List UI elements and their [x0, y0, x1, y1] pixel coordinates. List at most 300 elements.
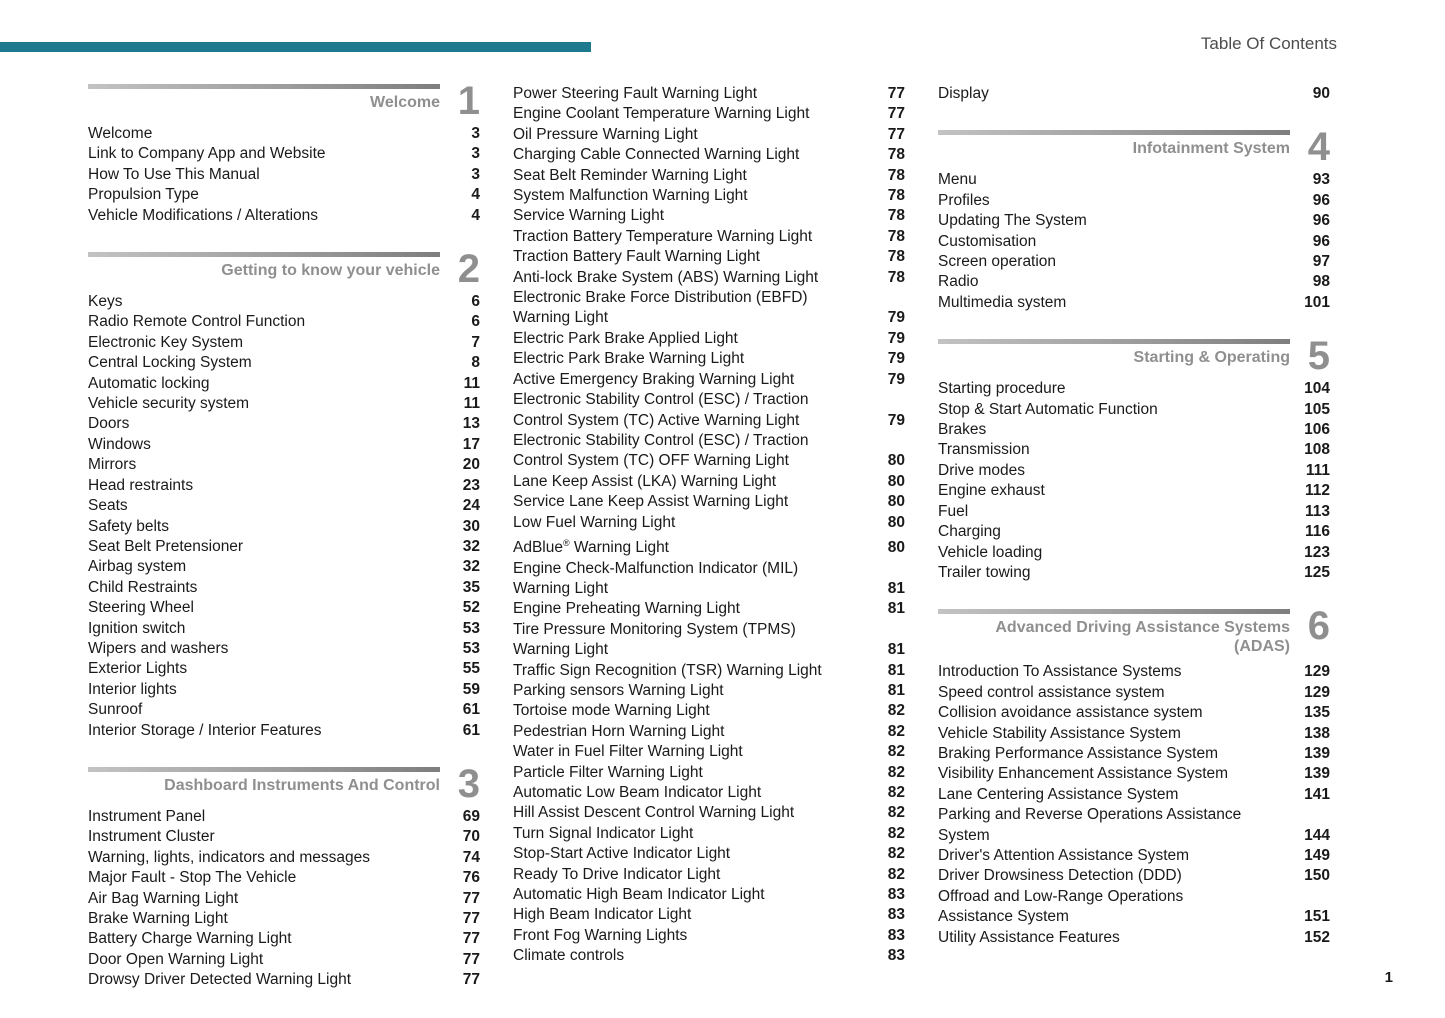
toc-entry-page: 77 [887, 125, 905, 143]
toc-entry [88, 557, 480, 577]
toc-entry [938, 252, 1330, 272]
toc-entry [513, 268, 905, 288]
toc-entry [938, 84, 1330, 104]
toc-entry-page: 77 [462, 930, 480, 948]
toc-entry-label: Warning, lights, indicators and messages [88, 848, 371, 866]
section-header-1 [88, 79, 480, 123]
toc-entry [88, 353, 480, 373]
toc-entry [938, 461, 1330, 481]
toc-entry-label: Electronic Stability Control (ESC) / Traction Control System (TC) OFF Warning Light [513, 431, 809, 470]
toc-entry-page: 129 [1304, 663, 1330, 681]
toc-entry-label: Vehicle loading [938, 543, 1043, 561]
toc-entry-page: 76 [462, 869, 480, 887]
section-title: Getting to know your vehicle [221, 262, 440, 280]
toc-entry [88, 476, 480, 496]
toc-entry [88, 312, 480, 332]
toc-entry [88, 144, 480, 164]
toc-entry-page: 80 [887, 513, 905, 531]
toc-entry [88, 206, 480, 226]
toc-entry-page: 82 [887, 763, 905, 781]
toc-entry [938, 191, 1330, 211]
toc-entry-page: 82 [887, 824, 905, 842]
toc-entry-label: Instrument Cluster [88, 828, 215, 846]
toc-entry-page: 82 [887, 743, 905, 761]
toc-entry-page: 53 [462, 619, 480, 637]
toc-entry-page: 24 [462, 497, 480, 515]
toc-entry-label: Pedestrian Horn Warning Light [513, 722, 725, 740]
toc-entry-page: 78 [887, 146, 905, 164]
toc-entry-label: Engine Coolant Temperature Warning Light [513, 105, 810, 123]
toc-entry [513, 145, 905, 165]
toc-entry [513, 247, 905, 267]
toc-entry [88, 827, 480, 847]
toc-entry-label: Electronic Key System [88, 333, 244, 351]
toc-entry-page: 70 [462, 828, 480, 846]
toc-entry-label: Drive modes [938, 461, 1025, 479]
toc-entry-page: 82 [887, 804, 905, 822]
toc-entry-label: Propulsion Type [88, 186, 199, 204]
toc-entry-page: 79 [887, 329, 905, 347]
section-title: Advanced Driving Assistance Systems (ADAS) [995, 619, 1290, 656]
toc-entry-page: 77 [462, 950, 480, 968]
toc-entry [513, 701, 905, 721]
toc-entry-label: Braking Performance Assistance System [938, 744, 1218, 762]
section-header-3 [88, 761, 480, 806]
toc-entry-page: 152 [1304, 928, 1330, 946]
toc-entry [938, 805, 1330, 846]
toc-entry [938, 846, 1330, 866]
section-number: 5 [1307, 334, 1330, 379]
toc-entry [513, 227, 905, 247]
toc-entry-page: 83 [887, 947, 905, 965]
toc-entry-page: 82 [887, 783, 905, 801]
toc-entry-page: 4 [471, 206, 480, 224]
toc-entry [88, 619, 480, 639]
toc-entry-label: Engine exhaust [938, 482, 1045, 500]
toc-entry-page: 83 [887, 886, 905, 903]
toc-entry [513, 370, 905, 390]
toc-entry-page: 80 [887, 539, 905, 557]
toc-entry-page: 78 [887, 268, 905, 286]
toc-entry-label: Collision avoidance assistance system [938, 704, 1203, 722]
toc-entry-label: Particle Filter Warning Light [513, 763, 703, 781]
toc-entry [938, 744, 1330, 764]
toc-entry [513, 844, 905, 864]
toc-entry-page: 81 [887, 641, 905, 659]
toc-entry-page: 6 [471, 293, 480, 311]
toc-entry [513, 472, 905, 492]
toc-entry-label: Introduction To Assistance Systems [938, 663, 1182, 681]
toc-entry-page: 106 [1304, 421, 1330, 439]
toc-entry [88, 970, 480, 990]
toc-entry-page: 35 [462, 578, 480, 596]
toc-entry-label: Vehicle security system [88, 395, 250, 413]
toc-entry-label: Brake Warning Light [88, 910, 228, 927]
toc-entry-label: Service Warning Light [513, 207, 665, 225]
toc-entry [938, 502, 1330, 522]
toc-entry [513, 824, 905, 844]
toc-entry-label: Speed control assistance system [938, 683, 1165, 701]
toc-entry-label: Sunroof [88, 701, 143, 719]
toc-entry-page: 96 [1312, 212, 1330, 230]
toc-entry-label: Screen operation [938, 253, 1057, 271]
toc-entry-label: Visibility Enhancement Assistance System [938, 765, 1229, 783]
toc-entry [938, 440, 1330, 460]
toc-entry-label: Tire Pressure Monitoring System (TPMS) Warning Light [513, 620, 796, 659]
toc-entry [513, 104, 905, 124]
toc-entry [88, 414, 480, 434]
toc-entry-page: 77 [887, 85, 905, 102]
toc-entry [938, 887, 1330, 928]
toc-entry-label: Lane Centering Assistance System [938, 785, 1179, 803]
toc-entry [88, 889, 480, 909]
section-title: Welcome [370, 94, 440, 111]
toc-entry-label: Exterior Lights [88, 660, 188, 678]
toc-entry-page: 78 [887, 207, 905, 225]
toc-entry-label: Fuel [938, 502, 969, 520]
toc-entry [513, 559, 905, 600]
toc-entry-label: Driver's Attention Assistance System [938, 846, 1190, 864]
toc-entry-label: Active Emergency Braking Warning Light [513, 370, 795, 388]
toc-entry [88, 333, 480, 353]
section-divider-bar [938, 130, 1290, 135]
toc-entry-label: Profiles [938, 191, 990, 209]
toc-entry-label: Climate controls [513, 947, 625, 965]
toc-entry [88, 496, 480, 516]
toc-entry [513, 661, 905, 681]
toc-entry-label: Radio [938, 273, 979, 291]
toc-entry-page: 104 [1304, 380, 1330, 398]
toc-entry [88, 721, 480, 741]
toc-entry-label: Seats [88, 497, 128, 515]
toc-entry-page: 32 [462, 558, 480, 576]
toc-entry-page: 97 [1312, 253, 1330, 271]
toc-entry [88, 639, 480, 659]
toc-entry-page: 61 [462, 721, 480, 739]
section-divider-bar [938, 339, 1290, 344]
toc-entry [938, 400, 1330, 420]
toc-entry [938, 866, 1330, 886]
toc-entry-page: 139 [1304, 744, 1330, 762]
toc-entry-page: 79 [887, 370, 905, 388]
toc-entry-label: Battery Charge Warning Light [88, 930, 292, 948]
toc-entry-page: 3 [471, 125, 480, 142]
toc-entry [938, 563, 1330, 583]
toc-entry-label: Display [938, 85, 989, 102]
toc-entry-page: 7 [471, 333, 480, 351]
toc-column-1 [88, 79, 480, 991]
section-divider-bar [88, 84, 440, 89]
toc-entry [513, 84, 905, 104]
section-header-left [938, 609, 1290, 656]
toc-entry-page: 80 [887, 472, 905, 490]
toc-entry [88, 578, 480, 598]
toc-entry-label: Trailer towing [938, 563, 1031, 581]
toc-entry-page: 116 [1304, 523, 1330, 541]
toc-entry-label: Traction Battery Temperature Warning Light [513, 227, 813, 245]
toc-entry-label: High Beam Indicator Light [513, 906, 692, 924]
toc-entry-label: Stop & Start Automatic Function [938, 400, 1158, 418]
toc-entry-page: 81 [887, 579, 905, 597]
toc-entry [88, 807, 480, 827]
toc-entry [513, 946, 905, 966]
toc-entry-page: 150 [1304, 867, 1330, 885]
toc-entry-page: 3 [471, 165, 480, 183]
section-title: Infotainment System [1132, 140, 1290, 158]
toc-entry [513, 885, 905, 905]
toc-entry-page: 77 [462, 889, 480, 907]
toc-entry-label: Child Restraints [88, 578, 198, 596]
toc-entry-label: Menu [938, 171, 977, 189]
toc-entry [938, 785, 1330, 805]
toc-entry-page: 53 [462, 639, 480, 657]
toc-entry [513, 513, 905, 533]
toc-entry-page: 98 [1312, 273, 1330, 291]
footer-page-number: 1 [1384, 969, 1393, 986]
toc-entry [938, 293, 1330, 313]
toc-entry [938, 683, 1330, 703]
toc-entry-label: Automatic Low Beam Indicator Light [513, 783, 762, 801]
toc-entry-page: 4 [471, 186, 480, 204]
toc-column-3 [938, 84, 1330, 991]
toc-entry-label: Driver Drowsiness Detection (DDD) [938, 867, 1182, 885]
toc-entry-page: 77 [887, 105, 905, 123]
toc-entry [513, 722, 905, 742]
toc-entry [88, 394, 480, 414]
toc-entry [88, 868, 480, 888]
toc-columns [88, 79, 1330, 991]
toc-entry-page: 79 [887, 350, 905, 368]
toc-entry-label: Traffic Sign Recognition (TSR) Warning Light [513, 661, 822, 679]
toc-entry-label: Interior Storage / Interior Features [88, 721, 322, 739]
toc-entry-page: 144 [1304, 826, 1330, 844]
toc-entry-page: 11 [463, 395, 480, 413]
toc-entry-label: Front Fog Warning Lights [513, 926, 688, 944]
toc-entry-label: Welcome [88, 125, 153, 142]
toc-entry-page: 61 [462, 701, 480, 719]
toc-entry-page: 101 [1304, 293, 1330, 311]
page-header-title: Table Of Contents [1200, 34, 1337, 53]
toc-entry-page: 83 [887, 926, 905, 944]
toc-entry-label: Water in Fuel Filter Warning Light [513, 743, 743, 761]
toc-entry-page: 77 [462, 971, 480, 989]
toc-entry-label: Multimedia system [938, 293, 1067, 311]
toc-entry-page: 93 [1312, 171, 1330, 189]
toc-entry [513, 681, 905, 701]
toc-entry-label: Seat Belt Reminder Warning Light [513, 166, 747, 184]
toc-entry-label: Oil Pressure Warning Light [513, 125, 698, 143]
toc-entry-label: Lane Keep Assist (LKA) Warning Light [513, 472, 777, 490]
toc-entry-label: Parking sensors Warning Light [513, 681, 724, 699]
toc-entry [88, 537, 480, 557]
toc-entry-page: 135 [1304, 704, 1330, 722]
toc-entry-label: Mirrors [88, 456, 137, 474]
toc-entry-page: 82 [887, 845, 905, 863]
toc-entry-label: Ready To Drive Indicator Light [513, 865, 721, 883]
toc-entry-label: Vehicle Modifications / Alterations [88, 206, 319, 224]
toc-entry [938, 522, 1330, 542]
toc-entry-page: 129 [1304, 683, 1330, 701]
toc-entry-page: 141 [1304, 785, 1330, 803]
toc-entry [88, 455, 480, 475]
toc-entry-page: 79 [887, 309, 905, 327]
toc-entry-page: 13 [462, 415, 480, 433]
toc-entry-page: 123 [1304, 543, 1330, 561]
toc-entry-label: Brakes [938, 421, 987, 439]
toc-entry [938, 481, 1330, 501]
toc-entry [88, 435, 480, 455]
toc-entry [513, 206, 905, 226]
toc-entry-label: Anti-lock Brake System (ABS) Warning Light [513, 268, 819, 286]
section-header-left [88, 252, 440, 280]
toc-entry [88, 909, 480, 929]
toc-entry [938, 272, 1330, 292]
section-header-6 [938, 604, 1330, 656]
toc-entry-page: 81 [887, 661, 905, 679]
toc-entry-page: 138 [1304, 724, 1330, 742]
toc-entry-label: Automatic High Beam Indicator Light [513, 886, 765, 903]
toc-entry [513, 533, 905, 559]
toc-entry-page: 83 [887, 906, 905, 924]
toc-entry-page: 23 [462, 476, 480, 494]
toc-entry-page: 74 [462, 848, 480, 866]
top-accent-bar [0, 42, 591, 52]
toc-entry [88, 950, 480, 970]
toc-entry-page: 80 [887, 493, 905, 511]
toc-entry-page: 59 [462, 680, 480, 698]
toc-entry-label: Electronic Brake Force Distribution (EBFD) Warning Light [513, 289, 808, 327]
section-header-left [88, 84, 440, 112]
toc-entry-label: Seat Belt Pretensioner [88, 537, 244, 555]
toc-entry-label: Central Locking System [88, 354, 252, 372]
toc-entry-label: Hill Assist Descent Control Warning Light [513, 804, 795, 822]
toc-entry-label: Drowsy Driver Detected Warning Light [88, 971, 352, 989]
toc-entry [513, 620, 905, 661]
toc-entry-page: 52 [462, 599, 480, 617]
toc-entry-label: AdBlue® Warning Light [513, 537, 669, 557]
toc-entry-label: Keys [88, 293, 123, 311]
toc-entry [513, 926, 905, 946]
toc-entry [513, 125, 905, 145]
toc-entry [513, 492, 905, 512]
toc-entry-page: 139 [1304, 765, 1330, 783]
toc-entry-page: 82 [887, 722, 905, 740]
toc-entry-label: Radio Remote Control Function [88, 313, 306, 331]
toc-entry [938, 232, 1330, 252]
toc-entry-label: Customisation [938, 232, 1037, 250]
toc-entry [513, 905, 905, 925]
toc-entry [513, 349, 905, 369]
toc-entry-page: 78 [887, 248, 905, 266]
toc-entry-label: Engine Preheating Warning Light [513, 600, 740, 618]
toc-entry [513, 783, 905, 803]
section-number: 3 [457, 761, 480, 806]
section-number: 1 [457, 79, 480, 123]
toc-entry [88, 680, 480, 700]
toc-entry-label: Doors [88, 415, 130, 433]
toc-entry-page: 8 [471, 354, 480, 372]
toc-entry [938, 211, 1330, 231]
toc-entry [513, 803, 905, 823]
toc-entry [513, 166, 905, 186]
toc-entry-label: Turn Signal Indicator Light [513, 824, 694, 842]
section-number: 4 [1307, 125, 1330, 170]
toc-entry-page: 77 [462, 910, 480, 927]
toc-entry-label: Interior lights [88, 680, 177, 698]
toc-entry-page: 82 [887, 702, 905, 720]
toc-entry-label: Offroad and Low-Range Operations Assistance System [938, 887, 1184, 926]
toc-entry [88, 848, 480, 868]
toc-entry-page: 105 [1304, 400, 1330, 418]
toc-entry [938, 662, 1330, 682]
toc-entry-label: Electric Park Brake Applied Light [513, 329, 738, 347]
section-header-4 [938, 125, 1330, 170]
toc-entry-label: Vehicle Stability Assistance System [938, 724, 1181, 742]
toc-entry-label: Electronic Stability Control (ESC) / Traction Control System (TC) Active Warning Light [513, 391, 809, 429]
toc-column-2 [513, 84, 905, 991]
toc-entry-page: 90 [1312, 85, 1330, 102]
section-header-left [938, 130, 1290, 158]
toc-entry-label: Transmission [938, 441, 1030, 459]
toc-entry-label: Charging Cable Connected Warning Light [513, 146, 800, 164]
section-header-2 [88, 247, 480, 292]
toc-entry-page: 55 [462, 660, 480, 678]
toc-entry-page: 111 [1305, 461, 1330, 479]
toc-entry [938, 420, 1330, 440]
toc-entry [513, 288, 905, 329]
toc-entry-label: Tortoise mode Warning Light [513, 702, 710, 720]
toc-entry [513, 186, 905, 206]
toc-entry-page: 108 [1304, 441, 1330, 459]
toc-entry-label: How To Use This Manual [88, 165, 260, 183]
toc-entry [513, 742, 905, 762]
toc-entry [88, 598, 480, 618]
toc-entry [88, 124, 480, 144]
toc-entry-page: 3 [471, 145, 480, 163]
toc-entry-label: Windows [88, 435, 151, 453]
toc-entry-label: Charging [938, 523, 1001, 541]
toc-entry-page: 96 [1312, 191, 1330, 209]
toc-entry-page: 81 [887, 681, 905, 699]
toc-entry-page: 69 [462, 807, 480, 825]
toc-entry-page: 78 [887, 187, 905, 205]
toc-entry-label: Ignition switch [88, 619, 186, 637]
toc-entry-label: Head restraints [88, 476, 194, 494]
toc-entry-page: 80 [887, 452, 905, 470]
section-number: 2 [457, 247, 480, 292]
toc-entry [513, 431, 905, 472]
toc-entry-label: Starting procedure [938, 380, 1066, 398]
toc-entry-label: Air Bag Warning Light [88, 889, 239, 907]
toc-entry-page: 125 [1304, 563, 1330, 581]
toc-entry-page: 78 [887, 227, 905, 245]
toc-entry-label: Safety belts [88, 517, 169, 535]
toc-entry-label: Link to Company App and Website [88, 145, 326, 163]
toc-entry [88, 700, 480, 720]
toc-entry-label: Utility Assistance Features [938, 928, 1120, 946]
toc-entry-label: Engine Check-Malfunction Indicator (MIL) Warning Light [513, 559, 799, 597]
toc-entry [88, 517, 480, 537]
toc-entry-label: Airbag system [88, 558, 187, 576]
toc-entry-page: 113 [1304, 502, 1330, 520]
toc-entry-label: Service Lane Keep Assist Warning Light [513, 493, 789, 511]
toc-entry-label: Automatic locking [88, 374, 210, 392]
toc-entry [513, 329, 905, 349]
toc-entry-page: 149 [1304, 846, 1330, 864]
toc-entry-page: 81 [887, 600, 905, 618]
toc-entry-page: 96 [1312, 232, 1330, 250]
toc-entry-label: Low Fuel Warning Light [513, 513, 676, 531]
